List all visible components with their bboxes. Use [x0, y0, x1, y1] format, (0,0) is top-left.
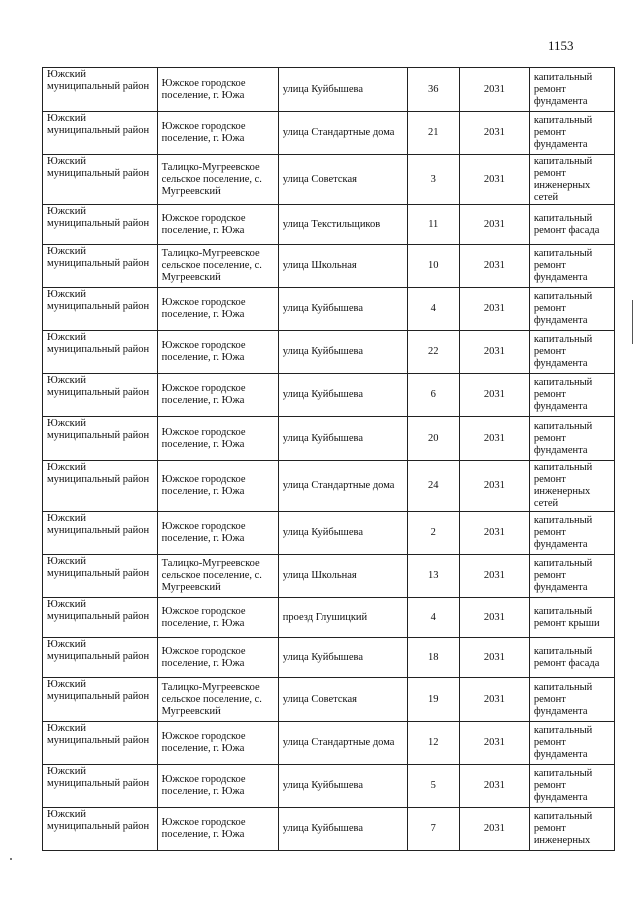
table-row: [43, 205, 615, 245]
street-cell: улица Школьная: [278, 555, 407, 598]
house-number-cell: 11: [407, 205, 459, 245]
settlement-cell: Талицко-Мугреевское сельское поселение, с. Мугреевский: [157, 155, 278, 205]
work-type-cell: капитальный ремонт инженерных сетей: [529, 461, 614, 512]
work-type-cell: капитальный ремонт инженерных сетей: [529, 155, 614, 205]
house-number-cell: 7: [407, 808, 459, 851]
year-cell: 2031: [459, 155, 529, 205]
settlement-cell: Южское городское поселение, г. Южа: [157, 512, 278, 555]
street-cell: улица Стандартные дома: [278, 112, 407, 155]
table-row: [43, 417, 615, 461]
district-cell: Южский муниципальный район: [43, 417, 158, 461]
year-cell: 2031: [459, 722, 529, 765]
house-number-cell: 20: [407, 417, 459, 461]
district-cell: Южский муниципальный район: [43, 678, 158, 722]
settlement-cell: Южское городское поселение, г. Южа: [157, 598, 278, 638]
street-cell: улица Куйбышева: [278, 331, 407, 374]
settlement-cell: Талицко-Мугреевское сельское поселение, с. Мугреевский: [157, 678, 278, 722]
scan-dot: [10, 858, 12, 860]
table-body: [43, 68, 615, 851]
street-cell: улица Куйбышева: [278, 638, 407, 678]
settlement-cell: Южское городское поселение, г. Южа: [157, 112, 278, 155]
year-cell: 2031: [459, 678, 529, 722]
street-cell: улица Куйбышева: [278, 765, 407, 808]
settlement-cell: Южское городское поселение, г. Южа: [157, 808, 278, 851]
district-cell: Южский муниципальный район: [43, 722, 158, 765]
settlement-cell: Южское городское поселение, г. Южа: [157, 722, 278, 765]
street-cell: улица Школьная: [278, 245, 407, 288]
street-cell: проезд Глушицкий: [278, 598, 407, 638]
year-cell: 2031: [459, 331, 529, 374]
district-cell: Южский муниципальный район: [43, 245, 158, 288]
settlement-cell: Южское городское поселение, г. Южа: [157, 288, 278, 331]
settlement-cell: Южское городское поселение, г. Южа: [157, 374, 278, 417]
district-cell: Южский муниципальный район: [43, 555, 158, 598]
district-cell: Южский муниципальный район: [43, 512, 158, 555]
table-row: [43, 555, 615, 598]
repair-schedule-table: [42, 67, 615, 851]
table-row: [43, 765, 615, 808]
house-number-cell: 4: [407, 288, 459, 331]
district-cell: Южский муниципальный район: [43, 638, 158, 678]
house-number-cell: 18: [407, 638, 459, 678]
district-cell: Южский муниципальный район: [43, 808, 158, 851]
settlement-cell: Южское городское поселение, г. Южа: [157, 417, 278, 461]
work-type-cell: капитальный ремонт фундамента: [529, 512, 614, 555]
house-number-cell: 5: [407, 765, 459, 808]
table-row: [43, 512, 615, 555]
table-row: [43, 331, 615, 374]
work-type-cell: капитальный ремонт фундамента: [529, 112, 614, 155]
work-type-cell: капитальный ремонт фундамента: [529, 722, 614, 765]
district-cell: Южский муниципальный район: [43, 461, 158, 512]
district-cell: Южский муниципальный район: [43, 68, 158, 112]
work-type-cell: капитальный ремонт фундамента: [529, 678, 614, 722]
settlement-cell: Южское городское поселение, г. Южа: [157, 765, 278, 808]
year-cell: 2031: [459, 461, 529, 512]
year-cell: 2031: [459, 765, 529, 808]
district-cell: Южский муниципальный район: [43, 112, 158, 155]
scan-margin-mark: [632, 300, 633, 344]
work-type-cell: капитальный ремонт инженерных: [529, 808, 614, 851]
street-cell: улица Куйбышева: [278, 512, 407, 555]
work-type-cell: капитальный ремонт фундамента: [529, 417, 614, 461]
street-cell: улица Стандартные дома: [278, 461, 407, 512]
year-cell: 2031: [459, 417, 529, 461]
house-number-cell: 12: [407, 722, 459, 765]
house-number-cell: 6: [407, 374, 459, 417]
district-cell: Южский муниципальный район: [43, 205, 158, 245]
settlement-cell: Южское городское поселение, г. Южа: [157, 638, 278, 678]
table-row: [43, 461, 615, 512]
street-cell: улица Стандартные дома: [278, 722, 407, 765]
house-number-cell: 21: [407, 112, 459, 155]
settlement-cell: Южское городское поселение, г. Южа: [157, 205, 278, 245]
street-cell: улица Советская: [278, 155, 407, 205]
street-cell: улица Текстильщиков: [278, 205, 407, 245]
house-number-cell: 22: [407, 331, 459, 374]
work-type-cell: капитальный ремонт фундамента: [529, 68, 614, 112]
street-cell: улица Куйбышева: [278, 808, 407, 851]
house-number-cell: 3: [407, 155, 459, 205]
house-number-cell: 2: [407, 512, 459, 555]
house-number-cell: 10: [407, 245, 459, 288]
table-row: [43, 155, 615, 205]
table-row: [43, 245, 615, 288]
work-type-cell: капитальный ремонт фундамента: [529, 245, 614, 288]
work-type-cell: капитальный ремонт фасада: [529, 638, 614, 678]
settlement-cell: Южское городское поселение, г. Южа: [157, 68, 278, 112]
house-number-cell: 4: [407, 598, 459, 638]
district-cell: Южский муниципальный район: [43, 765, 158, 808]
year-cell: 2031: [459, 245, 529, 288]
table-row: [43, 722, 615, 765]
street-cell: улица Куйбышева: [278, 68, 407, 112]
work-type-cell: капитальный ремонт крыши: [529, 598, 614, 638]
street-cell: улица Куйбышева: [278, 288, 407, 331]
work-type-cell: капитальный ремонт фундамента: [529, 765, 614, 808]
settlement-cell: Южское городское поселение, г. Южа: [157, 461, 278, 512]
table-row: [43, 68, 615, 112]
work-type-cell: капитальный ремонт фундамента: [529, 374, 614, 417]
year-cell: 2031: [459, 288, 529, 331]
table-row: [43, 808, 615, 851]
house-number-cell: 13: [407, 555, 459, 598]
street-cell: улица Куйбышева: [278, 417, 407, 461]
street-cell: улица Советская: [278, 678, 407, 722]
year-cell: 2031: [459, 808, 529, 851]
house-number-cell: 36: [407, 68, 459, 112]
year-cell: 2031: [459, 112, 529, 155]
year-cell: 2031: [459, 555, 529, 598]
district-cell: Южский муниципальный район: [43, 598, 158, 638]
house-number-cell: 19: [407, 678, 459, 722]
year-cell: 2031: [459, 598, 529, 638]
table-row: [43, 598, 615, 638]
house-number-cell: 24: [407, 461, 459, 512]
table-row: [43, 638, 615, 678]
page-number: 1153: [548, 38, 574, 53]
table-row: [43, 112, 615, 155]
work-type-cell: капитальный ремонт фундамента: [529, 331, 614, 374]
street-cell: улица Куйбышева: [278, 374, 407, 417]
table-row: [43, 678, 615, 722]
table-row: [43, 288, 615, 331]
work-type-cell: капитальный ремонт фасада: [529, 205, 614, 245]
district-cell: Южский муниципальный район: [43, 288, 158, 331]
table-row: [43, 374, 615, 417]
year-cell: 2031: [459, 638, 529, 678]
year-cell: 2031: [459, 512, 529, 555]
district-cell: Южский муниципальный район: [43, 155, 158, 205]
settlement-cell: Талицко-Мугреевское сельское поселение, с. Мугреевский: [157, 245, 278, 288]
district-cell: Южский муниципальный район: [43, 331, 158, 374]
year-cell: 2031: [459, 205, 529, 245]
settlement-cell: Южское городское поселение, г. Южа: [157, 331, 278, 374]
work-type-cell: капитальный ремонт фундамента: [529, 555, 614, 598]
year-cell: 2031: [459, 374, 529, 417]
district-cell: Южский муниципальный район: [43, 374, 158, 417]
year-cell: 2031: [459, 68, 529, 112]
work-type-cell: капитальный ремонт фундамента: [529, 288, 614, 331]
settlement-cell: Талицко-Мугреевское сельское поселение, с. Мугреевский: [157, 555, 278, 598]
